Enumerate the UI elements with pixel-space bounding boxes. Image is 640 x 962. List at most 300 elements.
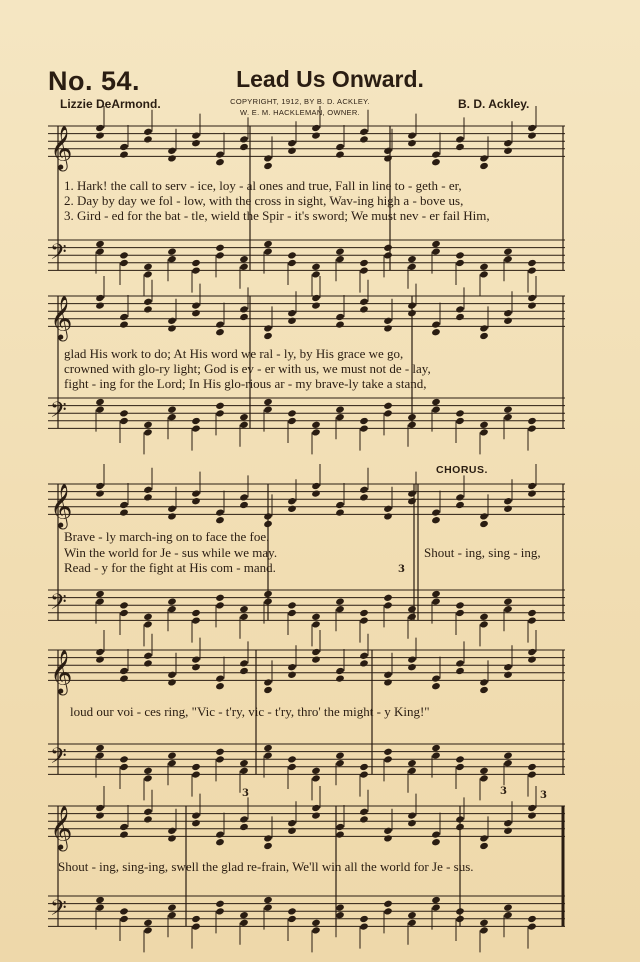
- note-head: [215, 594, 225, 602]
- note-head: [335, 674, 345, 682]
- note-head: [263, 686, 273, 694]
- note-head: [383, 409, 393, 417]
- note-head: [383, 594, 393, 602]
- note-head: [455, 135, 465, 143]
- note-head: [263, 240, 273, 248]
- note-head: [407, 759, 417, 767]
- note-head: [95, 590, 105, 598]
- note-head: [215, 755, 225, 763]
- note-head: [239, 815, 249, 823]
- note-head: [407, 489, 417, 497]
- note-head: [191, 819, 201, 827]
- note-head: [215, 409, 225, 417]
- note-head: [335, 605, 345, 613]
- note-head: [239, 613, 249, 621]
- note-head: [383, 147, 393, 155]
- note-head: [479, 767, 489, 775]
- note-head: [431, 590, 441, 598]
- note-head: [311, 648, 321, 656]
- note-head: [383, 678, 393, 686]
- note-head: [263, 332, 273, 340]
- note-head: [527, 424, 537, 432]
- note-head: [263, 247, 273, 255]
- note-head: [119, 143, 129, 151]
- note-head: [215, 150, 225, 158]
- note-head: [359, 770, 369, 778]
- note-head: [431, 328, 441, 336]
- note-head: [455, 501, 465, 509]
- note-head: [335, 413, 345, 421]
- note-head: [383, 601, 393, 609]
- note-head: [143, 263, 153, 271]
- note-head: [167, 671, 177, 679]
- note-head: [503, 505, 513, 513]
- note-head: [359, 128, 369, 136]
- note-head: [239, 659, 249, 667]
- triplet-mark: 3: [242, 788, 249, 799]
- note-head: [407, 663, 417, 671]
- note-head: [143, 815, 153, 823]
- note-head: [143, 486, 153, 494]
- note-head: [527, 648, 537, 656]
- note-head: [383, 317, 393, 325]
- note-head: [263, 405, 273, 413]
- note-head: [263, 512, 273, 520]
- note-head: [167, 678, 177, 686]
- note-head: [503, 413, 513, 421]
- note-head: [215, 838, 225, 846]
- note-head: [335, 759, 345, 767]
- note-head: [119, 501, 129, 509]
- note-head: [431, 150, 441, 158]
- clef-glyphs: [50, 125, 72, 925]
- note-head: [407, 811, 417, 819]
- note-head: [431, 751, 441, 759]
- note-head: [143, 659, 153, 667]
- note-head: [263, 678, 273, 686]
- note-head: [287, 139, 297, 147]
- note-head: [359, 424, 369, 432]
- note-head: [311, 131, 321, 139]
- note-head: [215, 244, 225, 252]
- note-head: [191, 266, 201, 274]
- verse-3-line-2: fight - ing for the Lord; In His glo-rious ar - my brave-ly take a stand,: [64, 376, 427, 391]
- note-head: [239, 135, 249, 143]
- note-head: [143, 298, 153, 306]
- note-head: [527, 609, 537, 617]
- note-head: [215, 682, 225, 690]
- note-head: [527, 763, 537, 771]
- note-head: [503, 671, 513, 679]
- note-head: [455, 823, 465, 831]
- note-head: [311, 489, 321, 497]
- note-head: [431, 516, 441, 524]
- note-head: [383, 907, 393, 915]
- note-head: [287, 601, 297, 609]
- note-head: [455, 815, 465, 823]
- note-head: [263, 842, 273, 850]
- note-head: [407, 655, 417, 663]
- note-head: [311, 428, 321, 436]
- note-head: [239, 605, 249, 613]
- hymn-number: No. 54.: [48, 66, 141, 96]
- note-head: [167, 247, 177, 255]
- note-head: [455, 305, 465, 313]
- note-head: [479, 620, 489, 628]
- note-head: [239, 501, 249, 509]
- note-head: [335, 143, 345, 151]
- verse-3-line-3: Read - y for the fight at His com - mand.: [64, 560, 276, 575]
- note-head: [119, 755, 129, 763]
- verse-2-line-3: Win the world for Je - sus while we may.: [64, 545, 278, 560]
- note-head: [263, 398, 273, 406]
- note-head: [479, 263, 489, 271]
- chorus-lyric-3: Shout - ing, sing-ing, swell the glad re-frain, We'll win all the world for Je - sus.: [58, 859, 474, 874]
- triplet-mark: 3: [500, 786, 507, 797]
- note-head: [407, 497, 417, 505]
- note-head: [479, 332, 489, 340]
- note-head: [335, 823, 345, 831]
- note-head: [215, 251, 225, 259]
- note-head: [287, 763, 297, 771]
- note-head: [479, 162, 489, 170]
- note-head: [119, 667, 129, 675]
- note-head: [407, 413, 417, 421]
- note-head: [287, 259, 297, 267]
- note-head: [503, 911, 513, 919]
- note-head: [239, 305, 249, 313]
- note-head: [311, 270, 321, 278]
- note-head: [263, 520, 273, 528]
- note-head: [503, 759, 513, 767]
- note-head: [431, 398, 441, 406]
- note-head: [407, 255, 417, 263]
- note-head: [143, 808, 153, 816]
- note-head: [479, 834, 489, 842]
- note-head: [359, 808, 369, 816]
- note-head: [263, 896, 273, 904]
- note-head: [95, 398, 105, 406]
- note-head: [215, 328, 225, 336]
- note-head: [191, 922, 201, 930]
- note-head: [431, 830, 441, 838]
- note-head: [215, 402, 225, 410]
- note-head: [359, 259, 369, 267]
- note-head: [431, 405, 441, 413]
- note-head: [239, 493, 249, 501]
- hymn-title: Lead Us Onward.: [236, 66, 424, 92]
- note-head: [503, 903, 513, 911]
- note-head: [383, 900, 393, 908]
- note-head: [191, 424, 201, 432]
- note-head: [119, 313, 129, 321]
- note-head: [119, 915, 129, 923]
- note-head: [383, 244, 393, 252]
- note-head: [359, 305, 369, 313]
- note-head: [455, 659, 465, 667]
- note-head: [95, 804, 105, 812]
- note-head: [311, 294, 321, 302]
- note-head: [359, 659, 369, 667]
- note-head: [167, 911, 177, 919]
- treble-clef-icon: 𝄞: [50, 805, 73, 850]
- note-head: [311, 421, 321, 429]
- chorus-label: CHORUS.: [436, 464, 488, 476]
- copyright-line-1: COPYRIGHT, 1912, BY B. D. ACKLEY.: [230, 97, 370, 106]
- note-head: [503, 147, 513, 155]
- note-head: [455, 417, 465, 425]
- note-head: [503, 497, 513, 505]
- note-head: [407, 767, 417, 775]
- treble-clef-icon: 𝄞: [50, 295, 73, 340]
- note-head: [287, 755, 297, 763]
- note-head: [95, 301, 105, 309]
- note-head: [527, 124, 537, 132]
- verse-1-line-1: 1. Hark! the call to serv - ice, loy - al ones and true, Fall in line to - geth - er,: [64, 178, 462, 193]
- note-head: [191, 655, 201, 663]
- note-head: [311, 774, 321, 782]
- note-head: [527, 915, 537, 923]
- note-head: [239, 255, 249, 263]
- note-head: [287, 147, 297, 155]
- note-head: [335, 313, 345, 321]
- note-head: [359, 616, 369, 624]
- note-head: [455, 763, 465, 771]
- note-head: [143, 428, 153, 436]
- note-head: [503, 247, 513, 255]
- note-head: [95, 811, 105, 819]
- note-head: [239, 313, 249, 321]
- verse-1-line-2: glad His work to do; At His word we ral - ly, by His grace we go,: [64, 346, 404, 361]
- copyright-line-2: W. E. M. HACKLEMAN, OWNER.: [240, 108, 360, 117]
- note-head: [383, 827, 393, 835]
- note-head: [239, 911, 249, 919]
- note-head: [431, 247, 441, 255]
- note-head: [455, 667, 465, 675]
- note-head: [431, 903, 441, 911]
- note-head: [143, 767, 153, 775]
- note-head: [119, 823, 129, 831]
- note-head: [359, 815, 369, 823]
- note-head: [191, 616, 201, 624]
- note-head: [263, 751, 273, 759]
- note-head: [239, 919, 249, 927]
- note-head: [95, 744, 105, 752]
- note-head: [335, 508, 345, 516]
- note-head: [167, 413, 177, 421]
- note-head: [407, 605, 417, 613]
- note-head: [239, 263, 249, 271]
- note-head: [455, 251, 465, 259]
- note-head: [311, 767, 321, 775]
- note-head: [287, 907, 297, 915]
- note-head: [191, 770, 201, 778]
- note-head: [143, 926, 153, 934]
- note-head: [167, 255, 177, 263]
- note-head: [503, 597, 513, 605]
- note-head: [359, 652, 369, 660]
- note-head: [479, 613, 489, 621]
- note-head: [143, 305, 153, 313]
- triplet-mark: 3: [540, 790, 547, 801]
- note-head: [479, 520, 489, 528]
- note-head: [479, 678, 489, 686]
- note-head: [383, 505, 393, 513]
- note-head: [527, 259, 537, 267]
- note-head: [335, 830, 345, 838]
- note-head: [167, 324, 177, 332]
- note-head: [167, 759, 177, 767]
- note-head: [479, 926, 489, 934]
- note-head: [263, 903, 273, 911]
- note-head: [503, 317, 513, 325]
- note-head: [287, 915, 297, 923]
- note-head: [407, 263, 417, 271]
- note-head: [119, 763, 129, 771]
- verse-3-line-1: 3. Gird - ed for the bat - tle, wield the Spir - it's sword; We must nev - er fail Him,: [64, 208, 490, 223]
- note-head: [287, 409, 297, 417]
- note-head: [407, 301, 417, 309]
- note-head: [263, 590, 273, 598]
- bass-clef-icon: 𝄢: [50, 239, 67, 270]
- note-head: [239, 759, 249, 767]
- bass-clef-icon: 𝄢: [50, 895, 67, 926]
- note-head: [527, 616, 537, 624]
- note-head: [383, 755, 393, 763]
- note-head: [383, 834, 393, 842]
- note-head: [335, 150, 345, 158]
- note-head: [407, 131, 417, 139]
- note-head: [431, 896, 441, 904]
- note-head: [335, 903, 345, 911]
- verse-2-line-2: crowned with glo-ry light; God is ev - er with us, we must not de - lay,: [64, 361, 431, 376]
- note-head: [407, 819, 417, 827]
- note-head: [119, 674, 129, 682]
- note-head: [287, 671, 297, 679]
- note-head: [263, 744, 273, 752]
- note-head: [335, 320, 345, 328]
- note-head: [455, 907, 465, 915]
- note-head: [311, 620, 321, 628]
- note-head: [191, 663, 201, 671]
- note-head: [143, 613, 153, 621]
- note-head: [287, 309, 297, 317]
- note-head: [311, 926, 321, 934]
- note-head: [431, 838, 441, 846]
- composer-credit: B. D. Ackley.: [458, 97, 530, 111]
- treble-clef-icon: 𝄞: [50, 125, 73, 170]
- note-head: [311, 811, 321, 819]
- note-head: [95, 240, 105, 248]
- note-head: [503, 405, 513, 413]
- note-head: [527, 131, 537, 139]
- note-head: [503, 663, 513, 671]
- note-head: [503, 139, 513, 147]
- chorus-lyric-1: Shout - ing, sing - ing,: [424, 545, 541, 560]
- note-head: [335, 597, 345, 605]
- note-head: [527, 811, 537, 819]
- note-head: [263, 154, 273, 162]
- note-head: [191, 609, 201, 617]
- note-head: [143, 652, 153, 660]
- note-head: [359, 493, 369, 501]
- note-head: [359, 417, 369, 425]
- staff-lines: [48, 126, 565, 926]
- note-head: [407, 613, 417, 621]
- note-head: [143, 620, 153, 628]
- note-head: [311, 482, 321, 490]
- note-head: [503, 255, 513, 263]
- note-head: [119, 320, 129, 328]
- note-head: [407, 911, 417, 919]
- note-head: [335, 667, 345, 675]
- note-head: [455, 601, 465, 609]
- triplet-mark: 3: [398, 564, 405, 575]
- note-head: [119, 417, 129, 425]
- note-head: [191, 259, 201, 267]
- note-head: [335, 751, 345, 759]
- note-head: [215, 516, 225, 524]
- note-head: [455, 609, 465, 617]
- note-head: [359, 763, 369, 771]
- note-head: [167, 405, 177, 413]
- note-head: [431, 674, 441, 682]
- note-head: [287, 505, 297, 513]
- note-head: [479, 270, 489, 278]
- note-head: [287, 609, 297, 617]
- bass-clef-icon: 𝄢: [50, 397, 67, 428]
- note-head: [455, 915, 465, 923]
- note-head: [215, 158, 225, 166]
- note-head: [311, 613, 321, 621]
- note-head: [95, 247, 105, 255]
- note-head: [479, 919, 489, 927]
- note-head: [215, 907, 225, 915]
- note-head: [167, 903, 177, 911]
- note-head: [527, 417, 537, 425]
- note-head: [287, 663, 297, 671]
- note-head: [527, 770, 537, 778]
- note-head: [119, 609, 129, 617]
- note-head: [263, 834, 273, 842]
- note-head: [95, 405, 105, 413]
- note-head: [311, 124, 321, 132]
- note-head: [431, 320, 441, 328]
- note-head: [143, 128, 153, 136]
- note-head: [527, 301, 537, 309]
- note-head: [143, 919, 153, 927]
- note-head: [263, 162, 273, 170]
- note-head: [383, 748, 393, 756]
- note-head: [95, 903, 105, 911]
- note-head: [191, 301, 201, 309]
- note-head: [359, 298, 369, 306]
- note-head: [167, 317, 177, 325]
- note-head: [119, 907, 129, 915]
- treble-clef-icon: 𝄞: [50, 483, 73, 528]
- note-head: [119, 251, 129, 259]
- note-head: [287, 417, 297, 425]
- note-head: [239, 421, 249, 429]
- note-head: [335, 255, 345, 263]
- note-head: [383, 671, 393, 679]
- note-head: [95, 751, 105, 759]
- note-head: [311, 301, 321, 309]
- note-head: [191, 811, 201, 819]
- note-head: [167, 154, 177, 162]
- note-head: [191, 309, 201, 317]
- note-head: [359, 609, 369, 617]
